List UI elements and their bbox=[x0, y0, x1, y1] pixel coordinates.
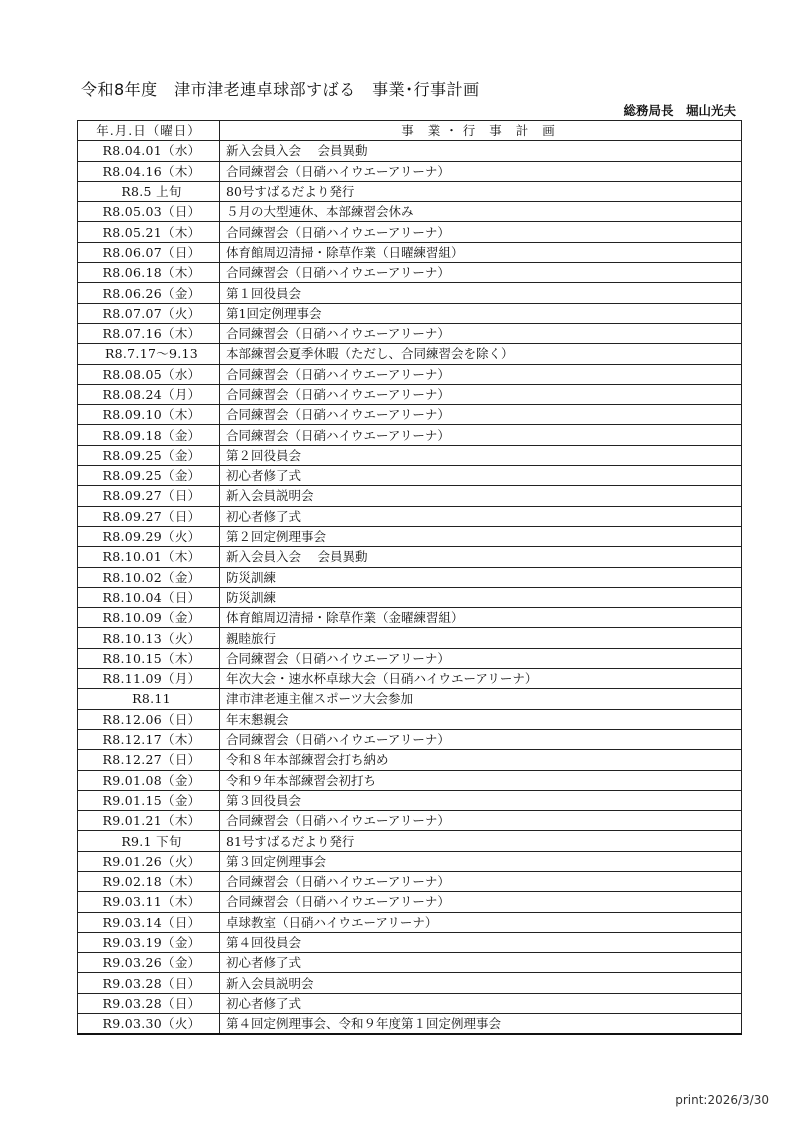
table-row bbox=[78, 811, 742, 831]
row-date: R8.12.17（木） bbox=[78, 729, 220, 749]
row-event: 合同練習会（日硝ハイウエーアリーナ） bbox=[220, 364, 742, 384]
row-event: 防災訓練 bbox=[220, 567, 742, 587]
row-date: R8.11.09（月） bbox=[78, 669, 220, 689]
row-event: 新入会員説明会 bbox=[220, 486, 742, 506]
table-row bbox=[78, 526, 742, 546]
row-date: R8.08.05（水） bbox=[78, 364, 220, 384]
row-event: 本部練習会夏季休暇（ただし、合同練習会を除く） bbox=[220, 344, 742, 364]
row-event: 卓球教室（日硝ハイウエーアリーナ） bbox=[220, 912, 742, 932]
table-row bbox=[78, 750, 742, 770]
table-row bbox=[78, 141, 742, 161]
row-date: R8.06.07（日） bbox=[78, 242, 220, 262]
table-row bbox=[78, 729, 742, 749]
row-event: 第１回役員会 bbox=[220, 283, 742, 303]
table-row bbox=[78, 344, 742, 364]
row-date: R8.07.16（木） bbox=[78, 323, 220, 343]
page-title: 令和8年度 津市津老連卓球部すばる 事業･行事計画 bbox=[81, 80, 480, 99]
table-row bbox=[78, 242, 742, 262]
table-header-row bbox=[78, 121, 742, 141]
row-event: 初心者修了式 bbox=[220, 993, 742, 1013]
row-date: R9.03.19（金） bbox=[78, 932, 220, 952]
table-row bbox=[78, 323, 742, 343]
row-date: R9.01.08（金） bbox=[78, 770, 220, 790]
row-date: R8.09.29（火） bbox=[78, 526, 220, 546]
row-date: R8.10.04（日） bbox=[78, 587, 220, 607]
print-date: print:2026/3/30 bbox=[675, 1093, 769, 1107]
row-date: R8.09.18（金） bbox=[78, 425, 220, 445]
row-date: R9.03.28（日） bbox=[78, 973, 220, 993]
row-event: 第1回定例理事会 bbox=[220, 303, 742, 323]
row-date: R9.03.28（日） bbox=[78, 993, 220, 1013]
row-date: R8.10.13（火） bbox=[78, 628, 220, 648]
table-row bbox=[78, 871, 742, 891]
row-event: 合同練習会（日硝ハイウエーアリーナ） bbox=[220, 811, 742, 831]
row-date: R9.03.30（火） bbox=[78, 1014, 220, 1035]
row-date: R8.09.25（金） bbox=[78, 445, 220, 465]
table-row bbox=[78, 364, 742, 384]
table-row bbox=[78, 547, 742, 567]
row-date: R9.03.14（日） bbox=[78, 912, 220, 932]
row-event: 第２回役員会 bbox=[220, 445, 742, 465]
row-date: R8.10.02（金） bbox=[78, 567, 220, 587]
row-date: R8.04.01（水） bbox=[78, 141, 220, 161]
row-date: R8.09.25（金） bbox=[78, 466, 220, 486]
row-event: 合同練習会（日硝ハイウエーアリーナ） bbox=[220, 729, 742, 749]
row-event: 合同練習会（日硝ハイウエーアリーナ） bbox=[220, 323, 742, 343]
row-event: 津市津老連主催スポーツ大会参加 bbox=[220, 689, 742, 709]
table-row bbox=[78, 648, 742, 668]
row-event: 体育館周辺清掃・除草作業（金曜練習組） bbox=[220, 608, 742, 628]
row-date: R8.05.21（木） bbox=[78, 222, 220, 242]
row-date: R8.08.24（月） bbox=[78, 384, 220, 404]
row-event: 合同練習会（日硝ハイウエーアリーナ） bbox=[220, 405, 742, 425]
row-date: R8.06.26（金） bbox=[78, 283, 220, 303]
table-row bbox=[78, 445, 742, 465]
row-event: 体育館周辺清掃・除草作業（日曜練習組） bbox=[220, 242, 742, 262]
row-date: R8.04.16（木） bbox=[78, 161, 220, 181]
row-event: 合同練習会（日硝ハイウエーアリーナ） bbox=[220, 161, 742, 181]
row-date: R9.01.21（木） bbox=[78, 811, 220, 831]
table-row bbox=[78, 953, 742, 973]
table-row bbox=[78, 669, 742, 689]
row-date: R9.02.18（木） bbox=[78, 871, 220, 891]
row-event: 親睦旅行 bbox=[220, 628, 742, 648]
row-event: 合同練習会（日硝ハイウエーアリーナ） bbox=[220, 892, 742, 912]
row-event: 新入会員入会 会員異動 bbox=[220, 141, 742, 161]
table-row bbox=[78, 912, 742, 932]
column-header-date: 年.月.日（曜日） bbox=[78, 121, 220, 141]
row-date: R8.5 上旬 bbox=[78, 181, 220, 201]
row-event: 合同練習会（日硝ハイウエーアリーナ） bbox=[220, 222, 742, 242]
table-row bbox=[78, 628, 742, 648]
row-date: R8.06.18（木） bbox=[78, 263, 220, 283]
table-row bbox=[78, 303, 742, 323]
table-row bbox=[78, 161, 742, 181]
row-date: R8.09.27（日） bbox=[78, 486, 220, 506]
table-row bbox=[78, 181, 742, 201]
table-row bbox=[78, 384, 742, 404]
row-event: 初心者修了式 bbox=[220, 953, 742, 973]
table-row bbox=[78, 587, 742, 607]
row-date: R9.03.11（木） bbox=[78, 892, 220, 912]
row-event: 合同練習会（日硝ハイウエーアリーナ） bbox=[220, 871, 742, 891]
row-date: R8.12.06（日） bbox=[78, 709, 220, 729]
table-row bbox=[78, 567, 742, 587]
table-row bbox=[78, 506, 742, 526]
author-line: 総務局長 堀山光夫 bbox=[623, 103, 736, 118]
row-event: 合同練習会（日硝ハイウエーアリーナ） bbox=[220, 648, 742, 668]
table-row bbox=[78, 689, 742, 709]
row-event: 第３回役員会 bbox=[220, 790, 742, 810]
table-row bbox=[78, 486, 742, 506]
table-row bbox=[78, 831, 742, 851]
table-row bbox=[78, 608, 742, 628]
table-row bbox=[78, 993, 742, 1013]
row-date: R9.01.15（金） bbox=[78, 790, 220, 810]
row-date: R8.7.17～9.13 bbox=[78, 344, 220, 364]
row-date: R9.01.26（火） bbox=[78, 851, 220, 871]
row-event: 第４回役員会 bbox=[220, 932, 742, 952]
table-row bbox=[78, 709, 742, 729]
row-event: 年末懇親会 bbox=[220, 709, 742, 729]
row-date: R8.07.07（火） bbox=[78, 303, 220, 323]
row-event: 80号すばるだより発行 bbox=[220, 181, 742, 201]
table-row bbox=[78, 892, 742, 912]
row-date: R8.10.15（木） bbox=[78, 648, 220, 668]
row-event: 防災訓練 bbox=[220, 587, 742, 607]
row-date: R8.10.01（木） bbox=[78, 547, 220, 567]
table-row bbox=[78, 466, 742, 486]
table-row bbox=[78, 283, 742, 303]
row-event: 年次大会・速水杯卓球大会（日硝ハイウエーアリーナ） bbox=[220, 669, 742, 689]
row-event: 第３回定例理事会 bbox=[220, 851, 742, 871]
table-row bbox=[78, 405, 742, 425]
row-event: 第２回定例理事会 bbox=[220, 526, 742, 546]
table-row bbox=[78, 263, 742, 283]
row-event: 合同練習会（日硝ハイウエーアリーナ） bbox=[220, 425, 742, 445]
row-event: 81号すばるだより発行 bbox=[220, 831, 742, 851]
row-event: 合同練習会（日硝ハイウエーアリーナ） bbox=[220, 263, 742, 283]
table-row bbox=[78, 932, 742, 952]
row-date: R8.09.27（日） bbox=[78, 506, 220, 526]
row-event: 第４回定例理事会、令和９年度第１回定例理事会 bbox=[220, 1014, 742, 1035]
row-date: R9.03.26（金） bbox=[78, 953, 220, 973]
schedule-table bbox=[77, 120, 742, 1035]
row-event: 初心者修了式 bbox=[220, 466, 742, 486]
row-event: 合同練習会（日硝ハイウエーアリーナ） bbox=[220, 384, 742, 404]
row-event: 新入会員入会 会員異動 bbox=[220, 547, 742, 567]
table-row bbox=[78, 1014, 742, 1035]
row-date: R8.10.09（金） bbox=[78, 608, 220, 628]
table-row bbox=[78, 790, 742, 810]
row-event: 令和８年本部練習会打ち納め bbox=[220, 750, 742, 770]
row-date: R8.11 bbox=[78, 689, 220, 709]
table-row bbox=[78, 202, 742, 222]
table-row bbox=[78, 425, 742, 445]
row-date: R8.12.27（日） bbox=[78, 750, 220, 770]
column-header-event: 事 業・行 事 計 画 bbox=[220, 121, 742, 141]
row-date: R8.09.10（木） bbox=[78, 405, 220, 425]
table-row bbox=[78, 222, 742, 242]
row-event: 新入会員説明会 bbox=[220, 973, 742, 993]
row-event: 令和９年本部練習会初打ち bbox=[220, 770, 742, 790]
table-body bbox=[78, 141, 742, 1035]
table-header bbox=[78, 121, 742, 141]
table-row bbox=[78, 973, 742, 993]
row-event: 初心者修了式 bbox=[220, 506, 742, 526]
table-row bbox=[78, 770, 742, 790]
table-row bbox=[78, 851, 742, 871]
row-event: ５月の大型連休、本部練習会休み bbox=[220, 202, 742, 222]
row-date: R9.1 下旬 bbox=[78, 831, 220, 851]
row-date: R8.05.03（日） bbox=[78, 202, 220, 222]
